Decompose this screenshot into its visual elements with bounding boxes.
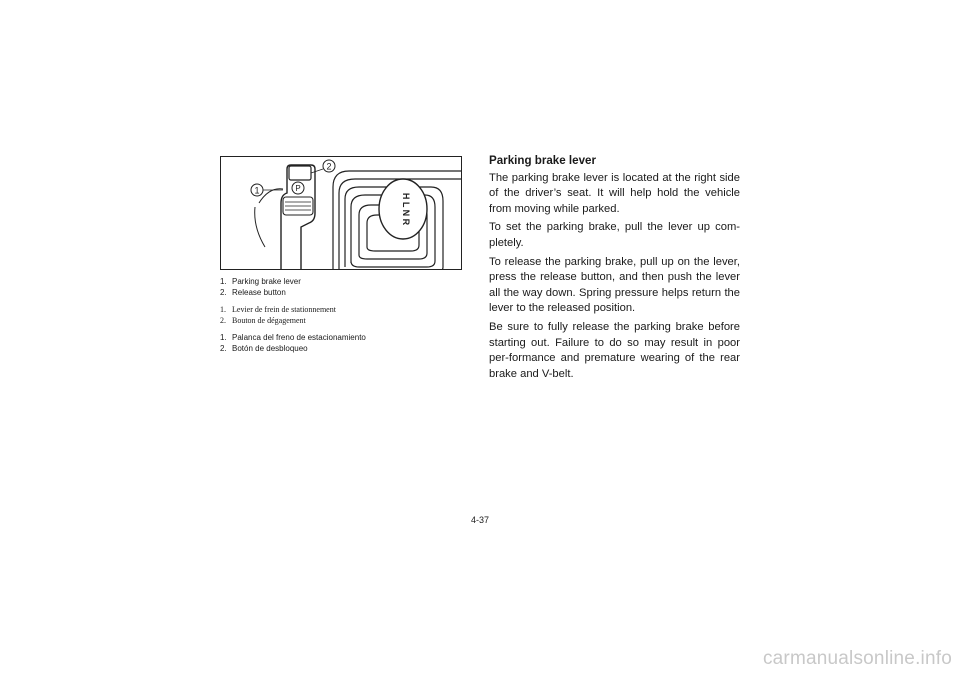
paragraph: Be sure to fully release the parking brake before starting out. Failure to do so may result in poor per-formance and premature wearing of the rear brake and V-belt.: [489, 320, 740, 380]
caption-item: 1. Parking brake lever: [220, 277, 301, 286]
caption-group-english: [220, 276, 470, 298]
caption-item: 2. Botón de desbloqueo: [220, 344, 308, 353]
paragraph: The parking brake lever is located at the right side of the driver’s seat. It will help hold the vehicle from moving while parked.: [489, 171, 740, 215]
caption-item: 2. Release button: [220, 288, 286, 297]
caption-group-french: [220, 304, 470, 326]
caption-item: 2. Bouton de dégagement: [220, 316, 306, 325]
shift-pattern-label: H L N R: [401, 192, 411, 226]
figure-captions: [220, 276, 470, 360]
release-button: [289, 166, 311, 180]
watermark: carmanualsonline.info: [762, 648, 952, 669]
instruction-section: [489, 153, 740, 385]
parking-brake-lever: [281, 165, 315, 270]
paragraph: To set the parking brake, pull the lever up com-pletely.: [489, 221, 740, 249]
caption-item: 1. Palanca del freno de estacionamiento: [220, 333, 366, 342]
caption-group-spanish: [220, 332, 470, 354]
lever-p-mark: P: [295, 184, 301, 193]
parking-brake-illustration: [221, 157, 462, 270]
section-title: Parking brake lever: [489, 154, 596, 167]
callout-2-label: 2: [326, 161, 332, 172]
callout-1-label: 1: [254, 185, 260, 196]
parking-brake-figure: [220, 156, 462, 270]
page-number: 4-37: [470, 515, 489, 525]
paragraph: To release the parking brake, pull up on the lever, press the release button, and then push the lever all the way down. Spring pressure helps return the lever to the released position.: [489, 255, 740, 315]
caption-item: 1. Levier de frein de stationnement: [220, 305, 336, 314]
